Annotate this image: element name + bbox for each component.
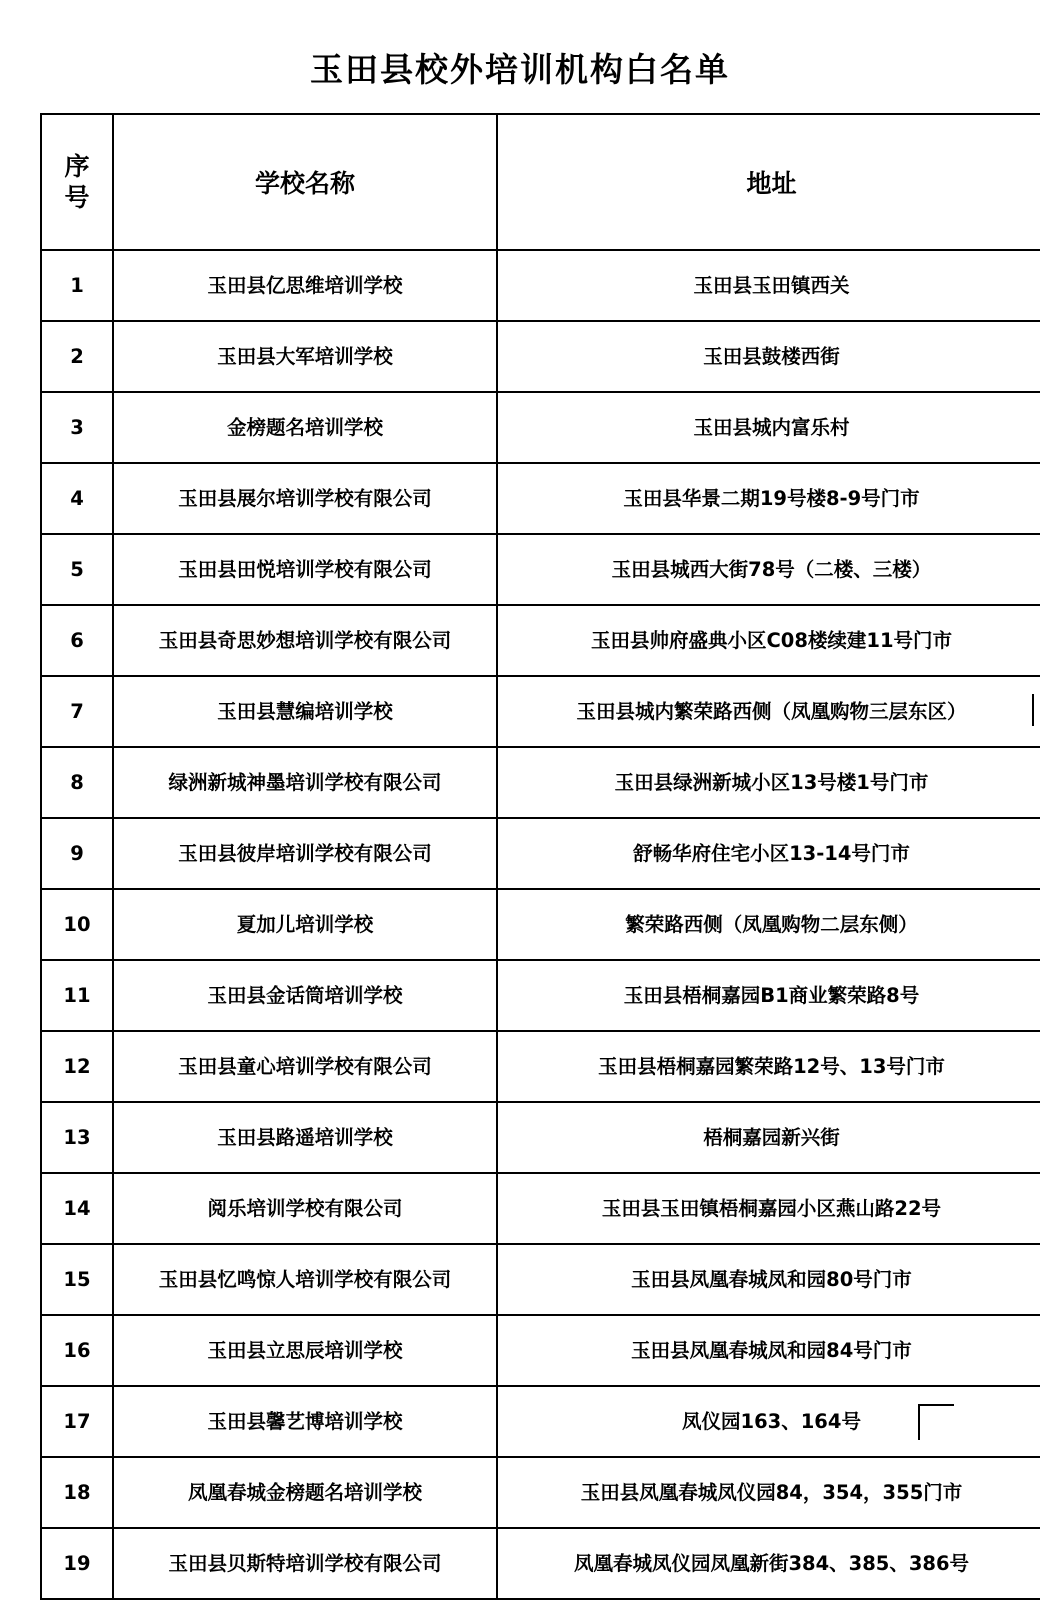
cell-school-name: 玉田县展尔培训学校有限公司 — [113, 463, 497, 534]
cell-school-name: 玉田县立思辰培训学校 — [113, 1315, 497, 1386]
cell-sequence: 5 — [41, 534, 113, 605]
table-row — [41, 676, 1040, 747]
column-header-sequence — [41, 114, 113, 250]
cell-address: 繁荣路西侧（凤凰购物二层东侧） — [497, 889, 1040, 960]
page-title: 玉田县校外培训机构白名单 — [310, 50, 730, 89]
table-row — [41, 605, 1040, 676]
cell-school-name: 玉田县田悦培训学校有限公司 — [113, 534, 497, 605]
cell-address: 凤凰春城凤仪园凤凰新街384、385、386号 — [497, 1528, 1040, 1599]
cell-address: 玉田县城西大街78号（二楼、三楼） — [497, 534, 1040, 605]
cell-school-name: 玉田县慧编培训学校 — [113, 676, 497, 747]
cell-sequence: 12 — [41, 1031, 113, 1102]
cell-sequence: 9 — [41, 818, 113, 889]
cell-address: 凤仪园163、164号 — [497, 1386, 1040, 1457]
cell-address: 玉田县城内繁荣路西侧（凤凰购物三层东区） — [497, 676, 1040, 747]
cell-address: 玉田县玉田镇西关 — [497, 250, 1040, 321]
cell-address: 梧桐嘉园新兴街 — [497, 1102, 1040, 1173]
cell-sequence: 14 — [41, 1173, 113, 1244]
cell-school-name: 玉田县馨艺博培训学校 — [113, 1386, 497, 1457]
table-row — [41, 1102, 1040, 1173]
table-row — [41, 1315, 1040, 1386]
cell-school-name: 玉田县大军培训学校 — [113, 321, 497, 392]
cell-sequence: 18 — [41, 1457, 113, 1528]
cell-sequence: 19 — [41, 1528, 113, 1599]
table-row — [41, 889, 1040, 960]
cell-school-name: 绿洲新城神墨培训学校有限公司 — [113, 747, 497, 818]
cell-school-name: 玉田县忆鸣惊人培训学校有限公司 — [113, 1244, 497, 1315]
table-row — [41, 1457, 1040, 1528]
cell-address: 玉田县帅府盛典小区C08楼续建11号门市 — [497, 605, 1040, 676]
scan-edge-artifact-right — [1032, 694, 1040, 726]
cell-address: 玉田县梧桐嘉园繁荣路12号、13号门市 — [497, 1031, 1040, 1102]
cell-sequence: 7 — [41, 676, 113, 747]
table-row — [41, 250, 1040, 321]
cell-sequence: 11 — [41, 960, 113, 1031]
table-row — [41, 321, 1040, 392]
cell-school-name: 玉田县贝斯特培训学校有限公司 — [113, 1528, 497, 1599]
cell-school-name: 玉田县亿思维培训学校 — [113, 250, 497, 321]
cell-sequence: 1 — [41, 250, 113, 321]
cell-sequence: 13 — [41, 1102, 113, 1173]
table-header — [41, 114, 1040, 250]
cell-address: 玉田县凤凰春城凤仪园84，354，355门市 — [497, 1457, 1040, 1528]
cell-school-name: 玉田县童心培训学校有限公司 — [113, 1031, 497, 1102]
table-row — [41, 1386, 1040, 1457]
cell-sequence: 6 — [41, 605, 113, 676]
cell-address: 玉田县梧桐嘉园B1商业繁荣路8号 — [497, 960, 1040, 1031]
table-row — [41, 960, 1040, 1031]
table-row — [41, 463, 1040, 534]
table-row — [41, 1244, 1040, 1315]
cell-school-name: 玉田县路遥培训学校 — [113, 1102, 497, 1173]
table-row — [41, 818, 1040, 889]
cell-address: 玉田县凤凰春城凤和园80号门市 — [497, 1244, 1040, 1315]
whitelist-table — [40, 113, 1040, 1600]
table-row — [41, 1528, 1040, 1599]
cell-school-name: 玉田县奇思妙想培训学校有限公司 — [113, 605, 497, 676]
cell-sequence: 3 — [41, 392, 113, 463]
table-body — [41, 250, 1040, 1599]
column-header-sequence-line1: 序 — [64, 151, 90, 181]
column-header-sequence-line2: 号 — [64, 183, 90, 212]
scan-edge-artifact-bottom — [918, 1404, 954, 1440]
cell-address: 玉田县华景二期19号楼8-9号门市 — [497, 463, 1040, 534]
cell-school-name: 夏加儿培训学校 — [113, 889, 497, 960]
cell-sequence: 8 — [41, 747, 113, 818]
cell-school-name: 凤凰春城金榜题名培训学校 — [113, 1457, 497, 1528]
cell-sequence: 15 — [41, 1244, 113, 1315]
cell-sequence: 2 — [41, 321, 113, 392]
cell-school-name: 玉田县彼岸培训学校有限公司 — [113, 818, 497, 889]
cell-sequence: 16 — [41, 1315, 113, 1386]
cell-address: 玉田县城内富乐村 — [497, 392, 1040, 463]
table-row — [41, 1031, 1040, 1102]
cell-address: 玉田县玉田镇梧桐嘉园小区燕山路22号 — [497, 1173, 1040, 1244]
table-row — [41, 1173, 1040, 1244]
column-header-address: 地址 — [497, 114, 1040, 250]
cell-school-name: 金榜题名培训学校 — [113, 392, 497, 463]
cell-school-name: 阅乐培训学校有限公司 — [113, 1173, 497, 1244]
cell-address: 玉田县鼓楼西街 — [497, 321, 1040, 392]
column-header-school-name: 学校名称 — [113, 114, 497, 250]
table-row — [41, 392, 1040, 463]
cell-sequence: 17 — [41, 1386, 113, 1457]
table-row — [41, 747, 1040, 818]
cell-address: 舒畅华府住宅小区13-14号门市 — [497, 818, 1040, 889]
cell-school-name: 玉田县金话筒培训学校 — [113, 960, 497, 1031]
cell-sequence: 10 — [41, 889, 113, 960]
table-row — [41, 534, 1040, 605]
table-header-row — [41, 114, 1040, 250]
cell-sequence: 4 — [41, 463, 113, 534]
cell-address: 玉田县绿洲新城小区13号楼1号门市 — [497, 747, 1040, 818]
cell-address: 玉田县凤凰春城凤和园84号门市 — [497, 1315, 1040, 1386]
